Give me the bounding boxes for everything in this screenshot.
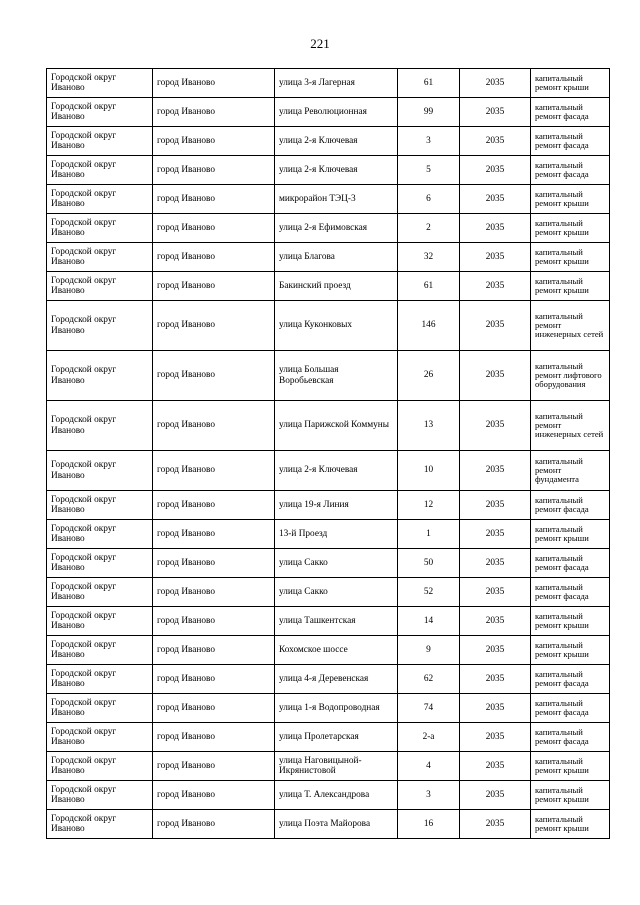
house-number-cell: 1 <box>398 520 460 549</box>
street-cell: улица 2-я Ключевая <box>275 127 398 156</box>
district-cell: Городской округ Иваново <box>47 549 153 578</box>
work-type-cell: капитальный ремонт крыши <box>531 520 610 549</box>
house-number-cell: 26 <box>398 351 460 401</box>
work-type-cell: капитальный ремонт лифтового оборудования <box>531 351 610 401</box>
year-cell: 2035 <box>460 451 531 491</box>
district-cell: Городской округ Иваново <box>47 301 153 351</box>
year-cell: 2035 <box>460 301 531 351</box>
district-cell: Городской округ Иваново <box>47 636 153 665</box>
district-cell: Городской округ Иваново <box>47 351 153 401</box>
work-type-cell: капитальный ремонт крыши <box>531 243 610 272</box>
city-cell: город Иваново <box>153 636 275 665</box>
table-row <box>47 636 610 665</box>
table-row <box>47 752 610 781</box>
district-cell: Городской округ Иваново <box>47 723 153 752</box>
year-cell: 2035 <box>460 636 531 665</box>
district-cell: Городской округ Иваново <box>47 491 153 520</box>
street-cell: Кохомское шоссе <box>275 636 398 665</box>
work-type-cell: капитальный ремонт фасада <box>531 578 610 607</box>
district-cell: Городской округ Иваново <box>47 810 153 839</box>
district-cell: Городской округ Иваново <box>47 665 153 694</box>
year-cell: 2035 <box>460 69 531 98</box>
work-type-cell: капитальный ремонт фундамента <box>531 451 610 491</box>
house-number-cell: 4 <box>398 752 460 781</box>
housing-repair-table <box>46 68 610 839</box>
city-cell: город Иваново <box>153 491 275 520</box>
work-type-cell: капитальный ремонт инженерных сетей <box>531 301 610 351</box>
work-type-cell: капитальный ремонт фасада <box>531 98 610 127</box>
table-row <box>47 69 610 98</box>
work-type-cell: капитальный ремонт фасада <box>531 156 610 185</box>
street-cell: улица 2-я Ефимовская <box>275 214 398 243</box>
table-row <box>47 491 610 520</box>
city-cell: город Иваново <box>153 694 275 723</box>
work-type-cell: капитальный ремонт крыши <box>531 272 610 301</box>
city-cell: город Иваново <box>153 723 275 752</box>
city-cell: город Иваново <box>153 549 275 578</box>
year-cell: 2035 <box>460 243 531 272</box>
table-row <box>47 98 610 127</box>
street-cell: улица 3-я Лагерная <box>275 69 398 98</box>
city-cell: город Иваново <box>153 351 275 401</box>
table-row <box>47 723 610 752</box>
table-row <box>47 549 610 578</box>
table-row <box>47 578 610 607</box>
street-cell: улица Наговицыной-Икрянистовой <box>275 752 398 781</box>
house-number-cell: 16 <box>398 810 460 839</box>
year-cell: 2035 <box>460 578 531 607</box>
city-cell: город Иваново <box>153 214 275 243</box>
street-cell: улица 2-я Ключевая <box>275 156 398 185</box>
work-type-cell: капитальный ремонт фасада <box>531 549 610 578</box>
table-row <box>47 607 610 636</box>
table-row <box>47 272 610 301</box>
district-cell: Городской округ Иваново <box>47 694 153 723</box>
district-cell: Городской округ Иваново <box>47 272 153 301</box>
city-cell: город Иваново <box>153 69 275 98</box>
house-number-cell: 9 <box>398 636 460 665</box>
street-cell: 13-й Проезд <box>275 520 398 549</box>
work-type-cell: капитальный ремонт крыши <box>531 69 610 98</box>
district-cell: Городской округ Иваново <box>47 127 153 156</box>
district-cell: Городской округ Иваново <box>47 607 153 636</box>
city-cell: город Иваново <box>153 301 275 351</box>
city-cell: город Иваново <box>153 781 275 810</box>
work-type-cell: капитальный ремонт фасада <box>531 694 610 723</box>
work-type-cell: капитальный ремонт крыши <box>531 752 610 781</box>
work-type-cell: капитальный ремонт крыши <box>531 185 610 214</box>
year-cell: 2035 <box>460 214 531 243</box>
street-cell: улица Большая Воробьевская <box>275 351 398 401</box>
house-number-cell: 14 <box>398 607 460 636</box>
district-cell: Городской округ Иваново <box>47 98 153 127</box>
year-cell: 2035 <box>460 127 531 156</box>
table-body <box>47 69 610 839</box>
table-row <box>47 156 610 185</box>
year-cell: 2035 <box>460 98 531 127</box>
year-cell: 2035 <box>460 607 531 636</box>
work-type-cell: капитальный ремонт фасада <box>531 723 610 752</box>
table-row <box>47 665 610 694</box>
district-cell: Городской округ Иваново <box>47 401 153 451</box>
city-cell: город Иваново <box>153 752 275 781</box>
house-number-cell: 146 <box>398 301 460 351</box>
year-cell: 2035 <box>460 272 531 301</box>
city-cell: город Иваново <box>153 451 275 491</box>
city-cell: город Иваново <box>153 401 275 451</box>
table-row <box>47 243 610 272</box>
house-number-cell: 3 <box>398 127 460 156</box>
house-number-cell: 3 <box>398 781 460 810</box>
year-cell: 2035 <box>460 401 531 451</box>
work-type-cell: капитальный ремонт фасада <box>531 665 610 694</box>
street-cell: улица 19-я Линия <box>275 491 398 520</box>
work-type-cell: капитальный ремонт фасада <box>531 491 610 520</box>
city-cell: город Иваново <box>153 665 275 694</box>
page-number: 221 <box>310 36 330 51</box>
city-cell: город Иваново <box>153 185 275 214</box>
district-cell: Городской округ Иваново <box>47 185 153 214</box>
city-cell: город Иваново <box>153 578 275 607</box>
house-number-cell: 52 <box>398 578 460 607</box>
street-cell: улица Благова <box>275 243 398 272</box>
house-number-cell: 12 <box>398 491 460 520</box>
year-cell: 2035 <box>460 520 531 549</box>
street-cell: улица Сакко <box>275 549 398 578</box>
table-row <box>47 694 610 723</box>
table-row <box>47 520 610 549</box>
district-cell: Городской округ Иваново <box>47 752 153 781</box>
house-number-cell: 74 <box>398 694 460 723</box>
year-cell: 2035 <box>460 185 531 214</box>
city-cell: город Иваново <box>153 272 275 301</box>
house-number-cell: 13 <box>398 401 460 451</box>
street-cell: Бакинский проезд <box>275 272 398 301</box>
city-cell: город Иваново <box>153 156 275 185</box>
house-number-cell: 2-а <box>398 723 460 752</box>
table-row <box>47 351 610 401</box>
district-cell: Городской округ Иваново <box>47 243 153 272</box>
street-cell: улица Революционная <box>275 98 398 127</box>
street-cell: микрорайон ТЭЦ-3 <box>275 185 398 214</box>
street-cell: улица Ташкентская <box>275 607 398 636</box>
work-type-cell: капитальный ремонт инженерных сетей <box>531 401 610 451</box>
street-cell: улица Парижской Коммуны <box>275 401 398 451</box>
street-cell: улица 1-я Водопроводная <box>275 694 398 723</box>
work-type-cell: капитальный ремонт крыши <box>531 781 610 810</box>
table-row <box>47 214 610 243</box>
district-cell: Городской округ Иваново <box>47 520 153 549</box>
house-number-cell: 2 <box>398 214 460 243</box>
city-cell: город Иваново <box>153 607 275 636</box>
district-cell: Городской округ Иваново <box>47 69 153 98</box>
house-number-cell: 61 <box>398 272 460 301</box>
street-cell: улица Куконковых <box>275 301 398 351</box>
city-cell: город Иваново <box>153 243 275 272</box>
district-cell: Городской округ Иваново <box>47 781 153 810</box>
year-cell: 2035 <box>460 810 531 839</box>
year-cell: 2035 <box>460 694 531 723</box>
table-row <box>47 127 610 156</box>
year-cell: 2035 <box>460 752 531 781</box>
house-number-cell: 10 <box>398 451 460 491</box>
table-row <box>47 401 610 451</box>
house-number-cell: 62 <box>398 665 460 694</box>
table-row <box>47 451 610 491</box>
table-row <box>47 301 610 351</box>
work-type-cell: капитальный ремонт крыши <box>531 214 610 243</box>
year-cell: 2035 <box>460 156 531 185</box>
street-cell: улица 2-я Ключевая <box>275 451 398 491</box>
year-cell: 2035 <box>460 351 531 401</box>
district-cell: Городской округ Иваново <box>47 578 153 607</box>
district-cell: Городской округ Иваново <box>47 156 153 185</box>
year-cell: 2035 <box>460 491 531 520</box>
table-row <box>47 810 610 839</box>
work-type-cell: капитальный ремонт крыши <box>531 607 610 636</box>
table-row <box>47 781 610 810</box>
street-cell: улица Пролетарская <box>275 723 398 752</box>
year-cell: 2035 <box>460 549 531 578</box>
year-cell: 2035 <box>460 665 531 694</box>
work-type-cell: капитальный ремонт крыши <box>531 636 610 665</box>
house-number-cell: 6 <box>398 185 460 214</box>
house-number-cell: 5 <box>398 156 460 185</box>
street-cell: улица Сакко <box>275 578 398 607</box>
work-type-cell: капитальный ремонт фасада <box>531 127 610 156</box>
work-type-cell: капитальный ремонт крыши <box>531 810 610 839</box>
city-cell: город Иваново <box>153 127 275 156</box>
table-row <box>47 185 610 214</box>
house-number-cell: 50 <box>398 549 460 578</box>
district-cell: Городской округ Иваново <box>47 214 153 243</box>
house-number-cell: 99 <box>398 98 460 127</box>
district-cell: Городской округ Иваново <box>47 451 153 491</box>
city-cell: город Иваново <box>153 520 275 549</box>
city-cell: город Иваново <box>153 810 275 839</box>
year-cell: 2035 <box>460 781 531 810</box>
street-cell: улица Т. Александрова <box>275 781 398 810</box>
house-number-cell: 61 <box>398 69 460 98</box>
house-number-cell: 32 <box>398 243 460 272</box>
street-cell: улица 4-я Деревенская <box>275 665 398 694</box>
year-cell: 2035 <box>460 723 531 752</box>
street-cell: улица Поэта Майорова <box>275 810 398 839</box>
city-cell: город Иваново <box>153 98 275 127</box>
